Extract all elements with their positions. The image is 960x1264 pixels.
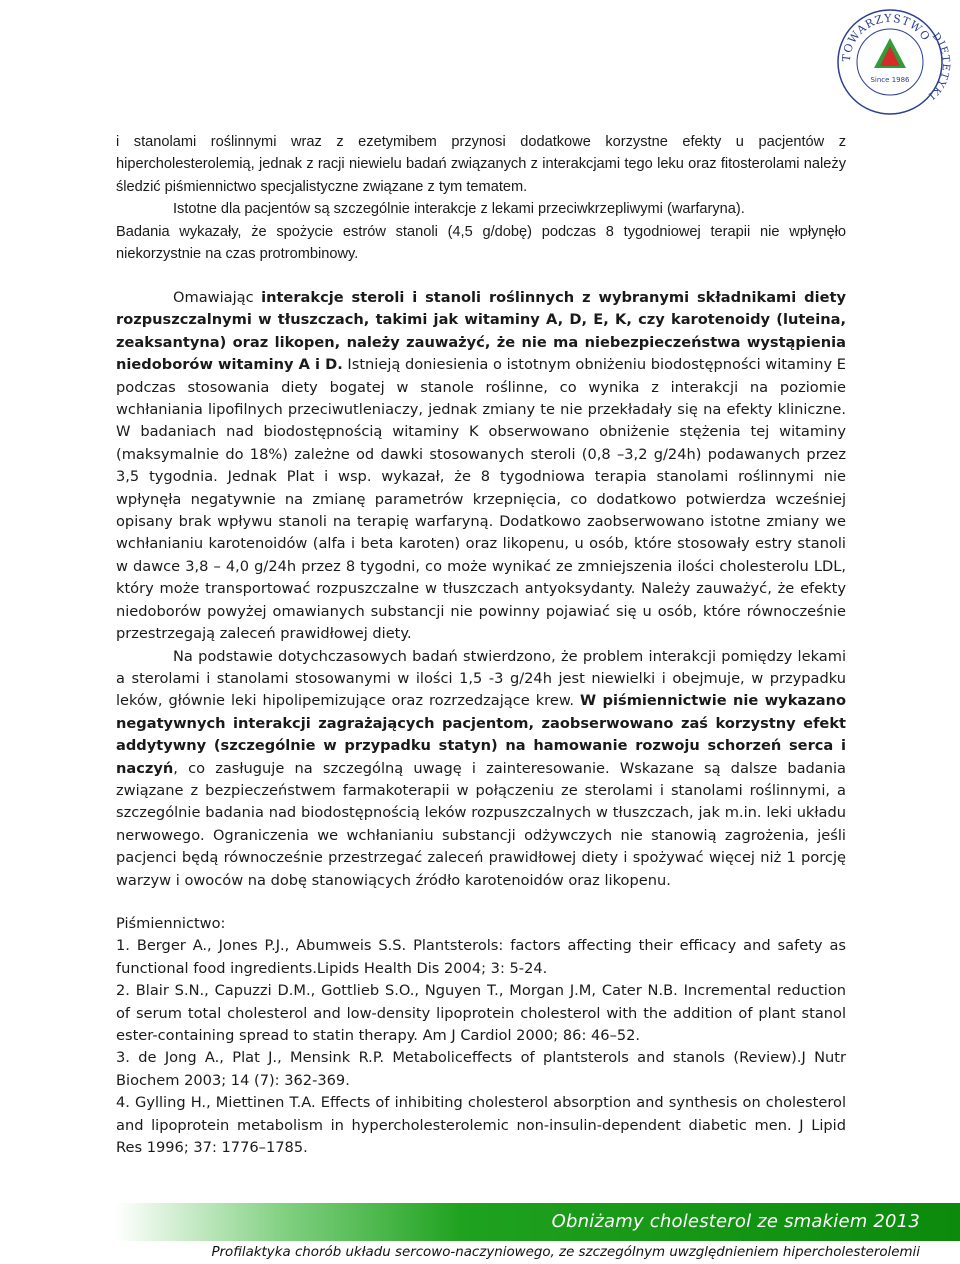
p2-lead: Na podstawie dotychczasowych badań stwierdzono, że problem interakcji pomiędzy lekami a sterolami i stanolami stosowanymi w ilości 1,5 -3 g/24h jest niewielki i obejmuje, w przypadku leków, głównie leki hipolipemizujące oraz rozrzedzające krew.	[116, 647, 846, 710]
references-section	[116, 913, 846, 1159]
main-paragraph-1	[116, 287, 846, 646]
p1-rest: Istnieją doniesienia o istotnym obniżeniu biodostępności witaminy E podczas stosowania diety bogatej w stanole roślinne, co wynika z interakcji na poziomie wchłaniania lipofilnych przeciwutleniaczy, jednak zmiany te nie przekładały się na efekty kliniczne. W badaniach nad biodostępnością witaminy K obserwowano obniżenie stężenia tej witaminy (maksymalnie do 18%) zależne od dawki stosowanych steroli (0,8 –3,2 g/24h) podawanych przez 3,5 tygodnia. Jednak Plat i wsp. wykazał, że 8 tygodniowa terapia stanolami roślinnymi nie wpłynęła negatywnie na zmianę parametrów krzepnięcia, co dodatkowo potwierdza wcześniej opisany brak wpływu stanoli na terapię warfaryną. Dodatkowo zaobserwowano istotne zmiany we wchłanianiu karotenoidów (alfa i beta karoten) oraz likopenu, u osób, które stosowały estry stanoli w dawce 3,8 – 4,0 g/24h przez 8 tygodni, co może wynikać ze zmniejszenia ilości cholesterolu LDL, który może transportować rozpuszczalne w tłuszczach antyoksydanty. Należy zauważyć, że efekty niedoborów powyżej omawianych substancji nie powinny pojawiać się u osób, które równocześnie przestrzegają zaleceń prawidłowej diety.	[116, 356, 846, 643]
logo-ring-text-2: DIETETYKI	[925, 30, 952, 102]
p1-bold: interakcje steroli i stanoli roślinnych z wybranymi składnikami diety rozpuszczalnymi w tłuszczach, takimi jak witaminy A, D, E, K, czy karotenoidy (luteina, zeaksantyna) oraz likopen, należy zauważyć, że nie ma niebezpieczeństwa wystąpienia niedoborów witaminy A i D.	[116, 289, 846, 374]
reference-item: 4. Gylling H., Miettinen T.A. Effects of inhibiting cholesterol absorption and synthesis on cholesterol and lipoprotein metabolism in hypercholesterolemic non-insulin-dependent diabetic men. J Lipid Res 1996; 37: 1776–1785.	[116, 1094, 846, 1157]
main-section	[116, 287, 846, 892]
reference-item: 3. de Jong A., Plat J., Mensink R.P. Metaboliceffects of plantsterols and stanols (Review).J Nutr Biochem 2003; 14 (7): 362-369.	[116, 1049, 846, 1089]
logo-ring-text: TOWARZYSTWO	[839, 11, 933, 63]
p1-lead: Omawiając	[173, 289, 262, 306]
logo-since-text: Since 1986	[870, 76, 910, 84]
footer-banner-text: Obniżamy cholesterol ze smakiem 2013	[551, 1211, 920, 1232]
footer-banner	[0, 1203, 960, 1241]
main-paragraph-2	[116, 646, 846, 892]
intro-paragraph-1: i stanolami roślinnymi wraz z ezetymibem przynosi dodatkowe korzystne efekty u pacjentów z hipercholesterolemią, jednak z racji niewielu badań związanych z interakcjami tego leku oraz fitosterolami należy śledzić piśmiennictwo specjalistyczne związane z tym tematem.	[116, 134, 846, 195]
intro-section	[116, 131, 846, 265]
reference-item: 1. Berger A., Jones P.J., Abumweis S.S. Plantsterols: factors affecting their efficacy and safety as functional food ingredients.Lipids Health Dis 2004; 3: 5-24.	[116, 937, 846, 977]
p2-rest: , co zasługuje na szczególną uwagę i zainteresowanie. Wskazane są dalsze badania związane z bezpieczeństwem farmakoterapii w połączeniu ze sterolami i stanolami roślinnymi, a szczególnie badania nad biodostępnością leków rozpuszczalnych w tłuszczach, jak m.in. leki układu nerwowego. Ograniczenia we wchłanianiu substancji odżywczych nie stanowią zagrożenia, jeśli pacjenci będą równocześnie przestrzegać zaleceń prawidłowej diety i spożywać więcej niż 1 porcję warzyw i owoców na dobę stanowiących źródło karotenoidów oraz likopenu.	[116, 759, 846, 889]
reference-item: 2. Blair S.N., Capuzzi D.M., Gottlieb S.O., Nguyen T., Morgan J.M, Cater N.B. Incremental reduction of serum total cholesterol and low-density lipoprotein cholesterol with the addition of plant stanol ester-containing spread to statin therapy. Am J Cardiol 2000; 86: 46–52.	[116, 982, 846, 1045]
p2-bold: W piśmiennictwie nie wykazano negatywnych interakcji zagrażających pacjentom, zaobserwowano zaś korzystny efekt addytywny (szczególnie w przypadku statyn) na hamowanie rozwoju schorzeń serca i naczyń	[116, 692, 847, 777]
references-heading: Piśmiennictwo:	[116, 915, 226, 932]
intro-paragraph-2: Istotne dla pacjentów są szczególnie interakcje z lekami przeciwkrzepliwymi (warfaryna).	[173, 201, 745, 218]
footer-subtitle: Profilaktyka chorób układu sercowo-naczyniowego, ze szczególnym uwzględnieniem hipercholesterolemii	[211, 1245, 920, 1260]
society-logo	[822, 2, 958, 122]
intro-paragraph-3: Badania wykazały, że spożycie estrów stanoli (4,5 g/dobę) podczas 8 tygodniowej terapii nie wpłynęło niekorzystnie na czas protrombinowy.	[116, 223, 846, 263]
